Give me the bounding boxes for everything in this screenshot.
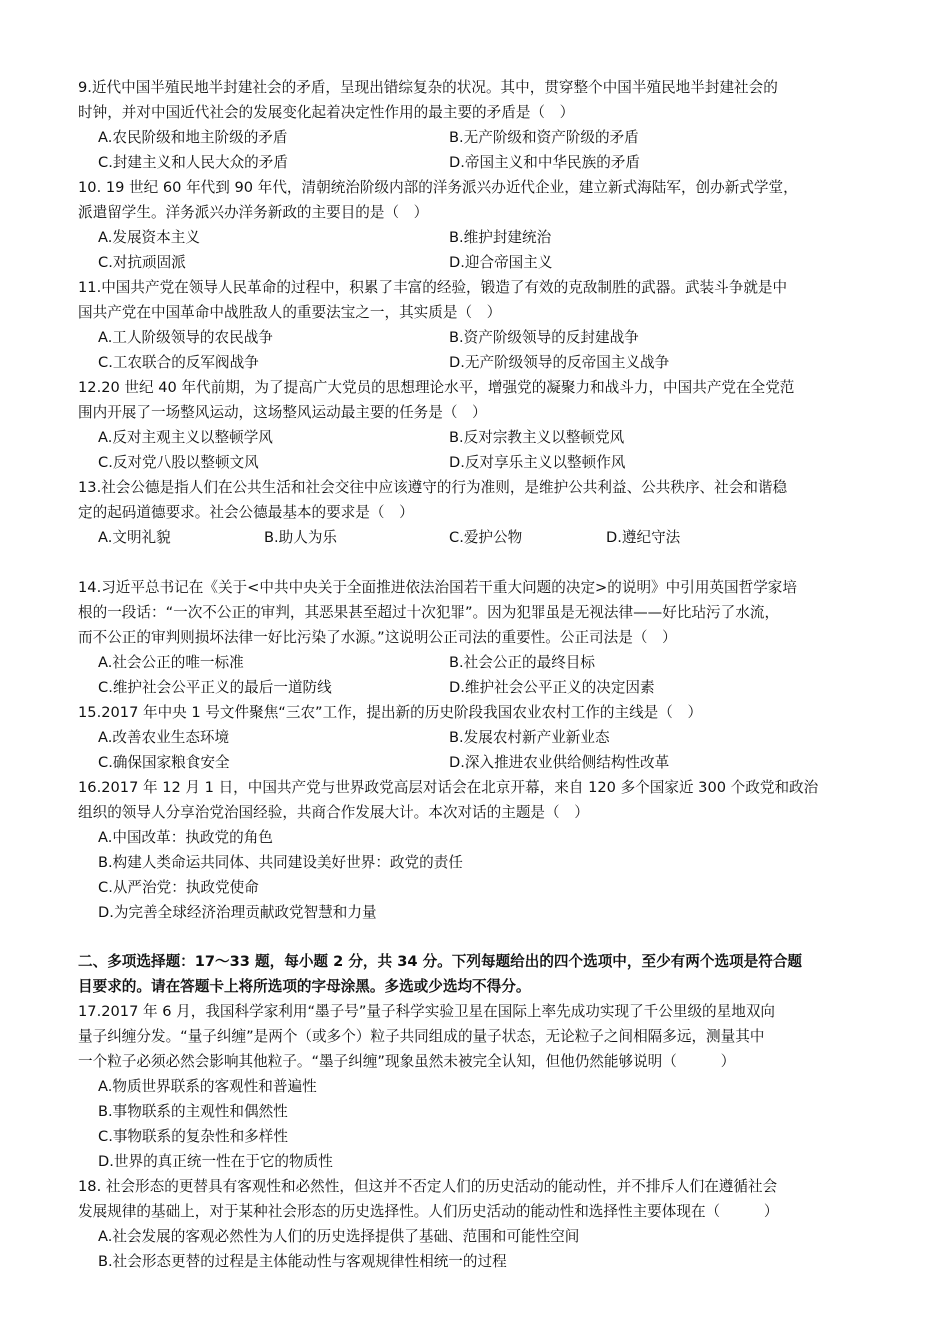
- q16-option-a: A.中国改革：执政党的角色: [98, 829, 273, 846]
- q10-option-a: A.发展资本主义: [98, 229, 200, 246]
- q9-option-c: C.封建主义和人民大众的矛盾: [98, 154, 288, 171]
- q11-option-d: D.无产阶级领导的反帝国主义战争: [449, 354, 670, 371]
- q11-stem-line2: 国共产党在中国革命中战胜敌人的重要法宝之一，其实质是（ ）: [78, 304, 502, 321]
- q14-stem-line3: 而不公正的审判则损坏法律一好比污染了水源。”这说明公正司法的重要性。公正司法是（ ）: [78, 629, 677, 646]
- q17-option-a: A.物质世界联系的客观性和普遍性: [98, 1078, 317, 1095]
- q18-stem-line2: 发展规律的基础上，对于某种社会形态的历史选择性。人们历史活动的能动性和选择性主要体现在（ ）: [78, 1203, 779, 1220]
- q10-stem-line2: 派遣留学生。洋务派兴办洋务新政的主要目的是（ ）: [78, 204, 429, 221]
- q9-option-d: D.帝国主义和中华民族的矛盾: [449, 154, 641, 171]
- q11-option-a: A.工人阶级领导的农民战争: [98, 329, 273, 346]
- q11-option-b: B.资产阶级领导的反封建战争: [449, 329, 639, 346]
- q13-option-b: B.助人为乐: [264, 529, 338, 546]
- q18-stem-line1: 18. 社会形态的更替具有客观性和必然性，但这并不否定人们的历史活动的能动性，并不排斥人们在遵循社会: [78, 1178, 778, 1195]
- q12-option-a: A.反对主观主义以整顿学风: [98, 429, 273, 446]
- q13-stem-line2: 定的起码道德要求。社会公德最基本的要求是（ ）: [78, 504, 414, 521]
- q14-stem-line1: 14.习近平总书记在《关于<中共中央关于全面推进依法治国若干重大问题的决定>的说明》中引用英国哲学家培: [78, 579, 797, 596]
- q16-stem-line1: 16.2017 年 12 月 1 日，中国共产党与世界政党高层对话会在北京开幕，来自 120 多个国家近 300 个政党和政治: [78, 779, 819, 796]
- q14-stem-line2: 根的一段话：“一次不公正的审判，其恶果甚至超过十次犯罪”。因为犯罪虽是无视法律——好比玷污了水流，: [78, 604, 780, 621]
- q12-stem-line1: 12.20 世纪 40 年代前期，为了提高广大党员的思想理论水平，增强党的凝聚力和战斗力，中国共产党在全党范: [78, 379, 795, 396]
- q9-option-a: A.农民阶级和地主阶级的矛盾: [98, 129, 288, 146]
- q10-option-c: C.对抗顽固派: [98, 254, 186, 271]
- q15-option-b: B.发展农村新产业新业态: [449, 729, 610, 746]
- q9-stem-line1: 9.近代中国半殖民地半封建社会的矛盾，呈现出错综复杂的状况。其中，贯穿整个中国半殖民地半封建社会的: [78, 79, 778, 96]
- q16-option-b: B.构建人类命运共同体、共同建设美好世界：政党的责任: [98, 854, 463, 871]
- q13-option-d: D.遵纪守法: [606, 529, 681, 546]
- q15-option-a: A.改善农业生态环境: [98, 729, 230, 746]
- q17-option-c: C.事物联系的复杂性和多样性: [98, 1128, 288, 1145]
- q17-stem-line2: 量子纠缠分发。“量子纠缠”是两个（或多个）粒子共同组成的量子状态，无论粒子之间相隔多远，测量其中: [78, 1028, 765, 1045]
- q10-stem-line1: 10. 19 世纪 60 年代到 90 年代，清朝统治阶级内部的洋务派兴办近代企业，建立新式海陆军，创办新式学堂，: [78, 179, 798, 196]
- q11-stem-line1: 11.中国共产党在领导人民革命的过程中，积累了丰富的经验，锻造了有效的克敌制胜的武器。武装斗争就是中: [78, 279, 788, 296]
- q15-option-d: D.深入推进农业供给侧结构性改革: [449, 754, 670, 771]
- q12-option-d: D.反对享乐主义以整顿作风: [449, 454, 626, 471]
- q14-option-d: D.维护社会公平正义的决定因素: [449, 679, 655, 696]
- q15-option-c: C.确保国家粮食安全: [98, 754, 230, 771]
- q11-option-c: C.工农联合的反军阀战争: [98, 354, 259, 371]
- section2-heading-line1: 二、多项选择题：17～33 题，每小题 2 分，共 34 分。下列每题给出的四个选项中，至少有两个选项是符合题: [78, 953, 803, 970]
- q14-option-c: C.维护社会公平正义的最后一道防线: [98, 679, 332, 696]
- q16-option-d: D.为完善全球经济治理贡献政党智慧和力量: [98, 904, 377, 921]
- q9-stem-line2: 时钟，并对中国近代社会的发展变化起着决定性作用的最主要的矛盾是（ ）: [78, 104, 575, 121]
- q15-stem-line1: 15.2017 年中央 1 号文件聚焦“三农”工作，提出新的历史阶段我国农业农村工作的主线是（ ）: [78, 704, 703, 721]
- q18-option-a: A.社会发展的客观必然性为人们的历史选择提供了基础、范围和可能性空间: [98, 1228, 580, 1245]
- q13-stem-line1: 13.社会公德是指人们在公共生活和社会交往中应该遵守的行为准则，是维护公共利益、公共秩序、社会和谐稳: [78, 479, 788, 496]
- q12-stem-line2: 围内开展了一场整风运动，这场整风运动最主要的任务是（ ）: [78, 404, 487, 421]
- q9-option-b: B.无产阶级和资产阶级的矛盾: [449, 129, 639, 146]
- q10-option-b: B.维护封建统治: [449, 229, 552, 246]
- section2-heading-line2: 目要求的。请在答题卡上将所选项的字母涂黑。多选或少选均不得分。: [78, 978, 531, 995]
- q17-stem-line1: 17.2017 年 6 月，我国科学家利用“墨子号”量子科学实验卫星在国际上率先成功实现了千公里级的星地双向: [78, 1003, 776, 1020]
- q17-option-d: D.世界的真正统一性在于它的物质性: [98, 1153, 333, 1170]
- q18-option-b: B.社会形态更替的过程是主体能动性与客观规律性相统一的过程: [98, 1253, 507, 1270]
- q13-option-c: C.爱护公物: [449, 529, 523, 546]
- q10-option-d: D.迎合帝国主义: [449, 254, 553, 271]
- q12-option-c: C.反对党八股以整顿文风: [98, 454, 259, 471]
- q12-option-b: B.反对宗教主义以整顿党风: [449, 429, 625, 446]
- q17-stem-line3: 一个粒子必须必然会影响其他粒子。“墨子纠缠”现象虽然未被完全认知，但他仍然能够说明（ ）: [78, 1053, 736, 1070]
- q16-stem-line2: 组织的领导人分享治党治国经验，共商合作发展大计。本次对话的主题是（ ）: [78, 804, 589, 821]
- q14-option-b: B.社会公正的最终目标: [449, 654, 595, 671]
- q14-option-a: A.社会公正的唯一标准: [98, 654, 244, 671]
- q16-option-c: C.从严治党：执政党使命: [98, 879, 259, 896]
- q17-option-b: B.事物联系的主观性和偶然性: [98, 1103, 288, 1120]
- q13-option-a: A.文明礼貌: [98, 529, 171, 546]
